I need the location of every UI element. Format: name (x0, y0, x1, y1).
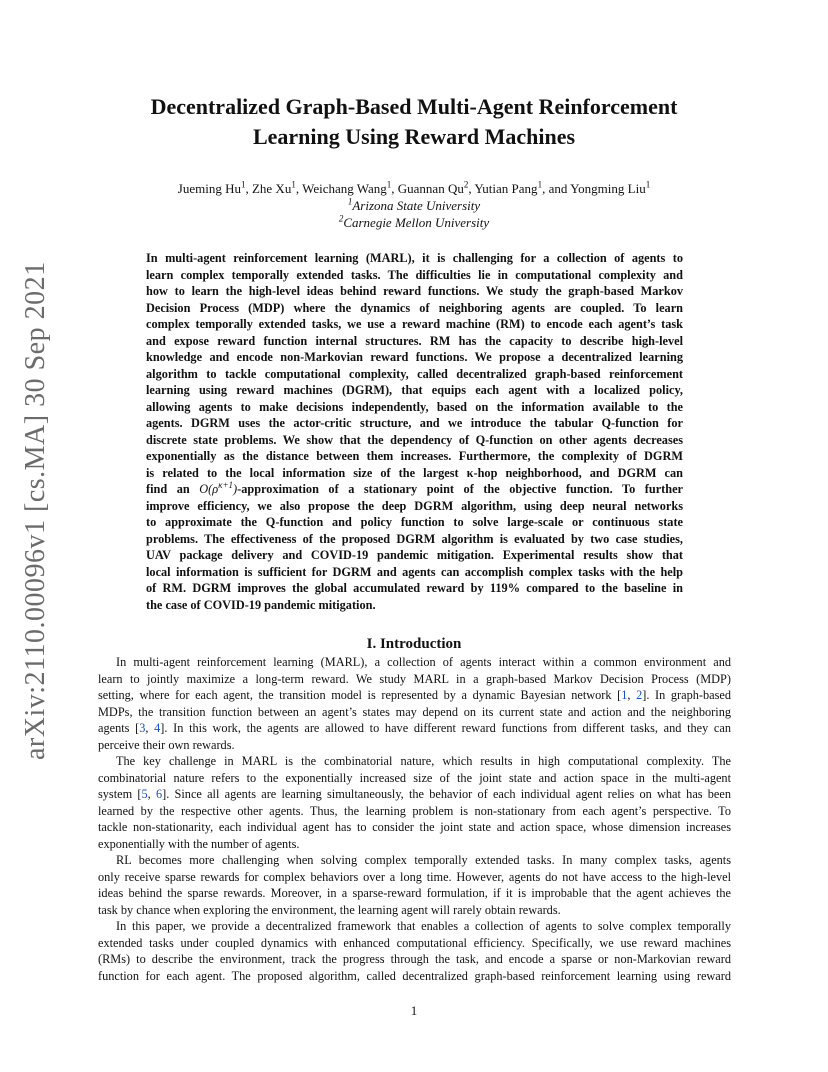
citation-link[interactable]: 3 (139, 721, 146, 735)
author-name: , Guannan Qu (391, 181, 464, 196)
abstract-line: complex temporally extended tasks, we use a reward machine (RM) to encode each agent’s task (146, 317, 683, 331)
author-name: Jueming Hu (177, 181, 241, 196)
body-line: agents [3, 4]. In this work, the agents are allowed to have different reward functions from different tasks, and they can (98, 721, 731, 735)
author-name: , Weichang Wang (295, 181, 387, 196)
body-line: extended tasks under coupled dynamics with enhanced computational efficiency. Specifically, we use reward machines (98, 935, 731, 950)
body-line: RL becomes more challenging when solving complex temporally extended tasks. In many complex tasks, agents (116, 853, 731, 867)
body-line: only receive sparse rewards for complex behaviors over a long time. However, agents do not have access to the high-level (98, 869, 731, 884)
body-line: learn to jointly maximize a long-term reward. We study MARL in a graph-based Markov Decision Process (MDP) (98, 671, 731, 686)
abstract-line: learning using reward machines (DGRM), that equips each agent with a localized policy, (146, 383, 683, 397)
abstract-line: to approximate the Q-function and policy function to solve large-scale or continuous state (146, 515, 683, 529)
abstract-line: find an $O(\rho^{\kappa+1})$-approximation of a stationary point of the objective function. To further (146, 479, 683, 496)
abstract-line: how to learn the high-level ideas behind reward functions. We study the graph-based Markov (146, 284, 683, 298)
body-line: The key challenge in MARL is the combinatorial nature, which results in high computational complexity. The (116, 754, 731, 768)
affiliation-name: Arizona State University (352, 198, 481, 213)
body-line: (RMs) to describe the environment, track the progress through the task, and encode a sparse or non-Markovian reward (98, 952, 731, 966)
abstract-line: and expose reward function internal structures. RM has the capacity to describe high-level (146, 333, 683, 348)
citation-link[interactable]: 5 (141, 787, 148, 801)
abstract-line: discrete state problems. We show that the dependency of Q-function on other agents decreases (146, 432, 683, 447)
title-line-1: Decentralized Graph-Based Multi-Agent Reinforcement (150, 94, 678, 119)
abstract-line: knowledge and encode non-Markovian reward functions. We propose a decentralized learning (146, 350, 683, 364)
body-line: combinatorial nature refers to the exponentially increased size of the joint state and action space in the multi-agent (98, 770, 731, 785)
body-line: setting, where for each agent, the transition model is represented by a dynamic Bayesian network [1, 2]. In graph-based (98, 688, 731, 702)
page-number: 1 (410, 1003, 418, 1018)
body-line: ideas behind the sparse rewards. Moreover, in a sparse-reward formulation, if it is improbable that the agent achieves the (98, 886, 731, 900)
abstract-line: agents. DGRM uses the actor-critic structure, and we introduce the tabular Q-function for (146, 416, 683, 430)
citation-link[interactable]: 2 (636, 688, 643, 702)
abstract-line: Decision Process (MDP) where the dynamics of neighboring agents are coupled. To learn (146, 300, 683, 315)
body-line: system [5, 6]. Since all agents are learning simultaneously, the behavior of each individual agent relies on what has been (98, 787, 731, 801)
body-line: perceive their own rewards. (98, 737, 235, 752)
abstract-line: UAV package delivery and COVID-19 pandemic mitigation. Experimental results show that (146, 548, 683, 562)
author-name: , Yutian Pang (468, 181, 538, 196)
affiliation-mark: 1 (291, 179, 296, 190)
author-name: , Zhe Xu (245, 181, 292, 196)
body-line: In this paper, we provide a decentralized framework that enables a collection of agents to solve complex temporally (116, 919, 731, 933)
affiliation-mark: 1 (645, 179, 651, 190)
abstract-line: is related to the local information size of the largest κ-hop neighborhood, and DGRM can (146, 465, 683, 480)
abstract-line: allowing agents to make decisions independently, based on the information available to the (146, 399, 683, 414)
body-line: task by chance when exploring the environment, the learning agent will rarely obtain rewards. (98, 902, 561, 917)
affiliation-mark: 2 (463, 179, 469, 190)
abstract-line: exponentially as the distance between them increases. Furthermore, the complexity of DGRM (146, 449, 683, 463)
abstract-line: learn complex temporally extended tasks. The difficulties lie in computational complexity and (146, 267, 683, 282)
affiliation-mark: 1 (537, 179, 543, 190)
math-formula: $O(\rho^{\kappa+1})$ (199, 479, 238, 496)
arxiv-identifier-stamp: arXiv:2110.00096v1 [cs.MA] 30 Sep 2021 (20, 261, 51, 760)
affiliation-mark: 1 (386, 179, 392, 190)
body-line: function for each agent. The proposed algorithm, called decentralized graph-based reinforcement learning using reward (98, 968, 731, 983)
title-line-2: Learning Using Reward Machines (252, 124, 576, 149)
abstract-line: problems. The effectiveness of the proposed DGRM algorithm is evaluated by two case studies, (146, 531, 683, 546)
affiliation-name: Carnegie Mellon University (343, 215, 490, 230)
affiliation-2 (100, 214, 728, 231)
citation-link[interactable]: 4 (154, 721, 161, 735)
author-list (100, 180, 728, 197)
abstract-line: the case of COVID-19 pandemic mitigation. (146, 597, 376, 612)
author-block (100, 180, 728, 231)
citation-link[interactable]: 6 (155, 787, 163, 801)
introduction-body (98, 654, 731, 984)
abstract-line: local information is sufficient for DGRM and agents can accomplish complex tasks with the help (146, 564, 683, 579)
affiliation-1 (100, 197, 728, 214)
abstract-line: of RM. DGRM improves the global accumulated reward by 119% compared to the baseline in (146, 581, 683, 595)
body-line: exponentially with the number of agents. (98, 836, 300, 851)
abstract-line: algorithm to tackle computational complexity, called decentralized graph-based reinforcement (146, 366, 683, 381)
body-line: In multi-agent reinforcement learning (MARL), a collection of agents interact within a common environment and (116, 655, 731, 669)
affiliation-mark: 1 (240, 179, 246, 190)
citation-link[interactable]: 1 (621, 688, 628, 702)
paper-title (100, 92, 728, 152)
section-heading-introduction: I. Introduction (366, 636, 462, 652)
affiliation-mark: 1 (347, 196, 353, 207)
abstract-line: In multi-agent reinforcement learning (MARL), it is challenging for a collection of agents to (146, 251, 683, 265)
author-name: , and Yongming Liu (542, 181, 646, 196)
body-line: learned by the respective other agents. Thus, the learning problem is non-stationary from each agent’s perspective. To (98, 803, 731, 818)
body-line: MDPs, the transition function between an agent’s states may depend on its current state and action and the neighboring (98, 704, 731, 719)
abstract (146, 250, 683, 613)
abstract-line: improve efficiency, we also propose the deep DGRM algorithm, using deep neural networks (146, 498, 683, 513)
affiliation-mark: 2 (338, 213, 344, 224)
body-line: tackle non-stationarity, each individual agent has to consider the joint state and action space, whose dimension increases (98, 820, 731, 834)
